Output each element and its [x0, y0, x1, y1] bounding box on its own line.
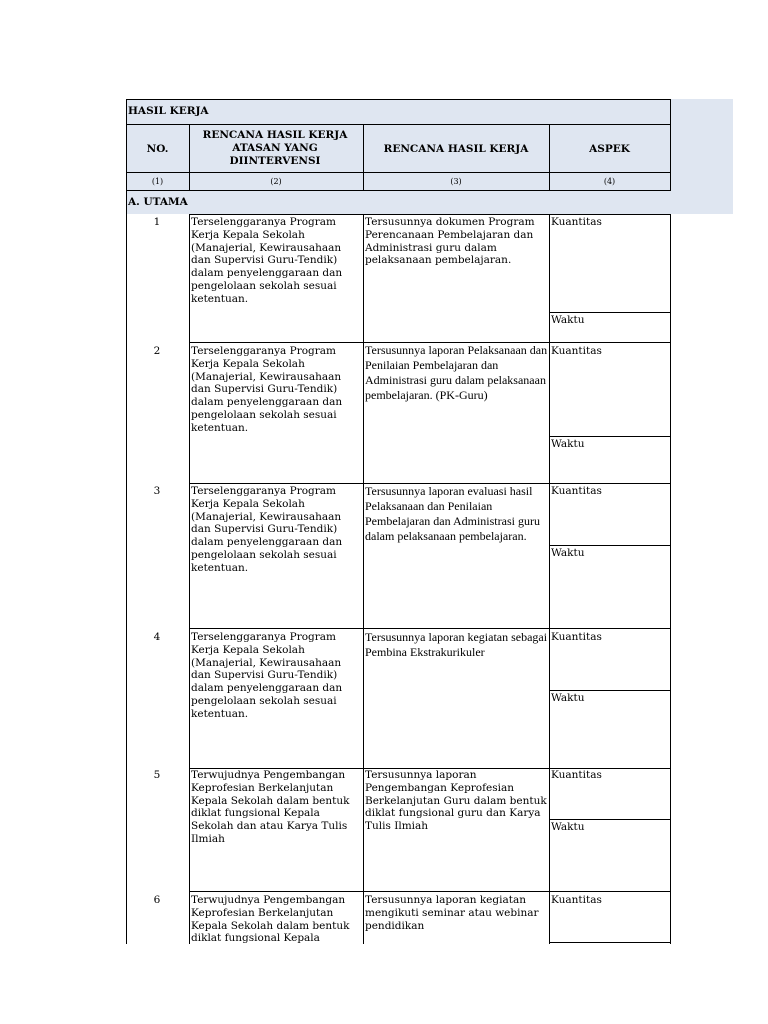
header-aspek: ASPEK: [589, 143, 630, 155]
atasan-text: Terwujudnya Pengembangan Keprofesian Berkelanjutan Kepala Sekolah dalam bentuk diklat fungsional Kepala Sekolah dan atau Karya Tulis Ilmiah: [191, 769, 350, 845]
row-number: 6: [153, 894, 161, 906]
group-label: A. UTAMA: [128, 196, 188, 208]
section-title: HASIL KERJA: [128, 105, 209, 117]
aspek-waktu: Waktu: [551, 314, 585, 326]
colnum-2: (2): [270, 177, 282, 186]
header-divider-1: [189, 124, 190, 190]
row-number: 1: [153, 216, 161, 228]
aspek-waktu: Waktu: [551, 547, 585, 559]
rencana-text: Tersusunnya dokumen Program Perencanaan Pembelajaran dan Administrasi guru dalam pelaksanaan pembelajaran.: [365, 216, 535, 267]
row-number: 3: [153, 485, 161, 497]
aspek-kuantitas: Kuantitas: [551, 216, 602, 228]
colnum-4: (4): [603, 177, 616, 186]
rencana-text: Tersusunnya laporan Pelaksanaan dan Penilaian Pembelajaran dan Administrasi guru dalam pelaksanaan pembelajaran. (PK-Guru): [365, 343, 548, 402]
aspek-kuantitas: Kuantitas: [551, 769, 602, 781]
header-divider-2: [363, 124, 364, 190]
header-right-border: [670, 99, 671, 190]
aspek-kuantitas: Kuantitas: [551, 485, 602, 497]
header-rencana: RENCANA HASIL KERJA: [383, 143, 529, 155]
row-number: 5: [153, 769, 161, 781]
colnum-3: (3): [450, 177, 462, 186]
colnum-1: (1): [151, 177, 164, 186]
row-number: 2: [153, 345, 161, 357]
atasan-text: Terselenggaranya Program Kerja Kepala Sekolah (Manajerial, Kewirausahaan dan Supervisi Guru-Tendik) dalam penyelenggaraan dan pengelolaan sekolah sesuai ketentuan.: [191, 631, 343, 720]
aspek-waktu: Waktu: [551, 692, 585, 704]
rencana-text: Tersusunnya laporan kegiatan mengikuti seminar atau webinar pendidikan: [365, 894, 539, 932]
aspek-kuantitas: Kuantitas: [551, 894, 602, 906]
rencana-text: Tersusunnya laporan Pengembangan Keprofesian Berkelanjutan Guru dalam bentuk diklat fungsional guru dan Karya Tulis Ilmiah: [365, 769, 547, 833]
atasan-text: Terselenggaranya Program Kerja Kepala Sekolah (Manajerial, Kewirausahaan dan Supervisi Guru-Tendik) dalam penyelenggaraan dan pengelolaan sekolah sesuai ketentuan.: [191, 216, 343, 305]
colnum-top-border: [126, 172, 671, 173]
aspek-waktu: Waktu: [551, 438, 585, 450]
rencana-text: Tersusunnya laporan evaluasi hasil Pelaksanaan dan Penilaian Pembelajaran dan Administrasi guru dalam pelaksanaan pembelajaran.: [365, 484, 540, 543]
rencana-text: Tersusunnya laporan kegiatan sebagai Pembina Ekstrakurikuler: [365, 630, 548, 659]
atasan-text: Terwujudnya Pengembangan Keprofesian Berkelanjutan Kepala Sekolah dalam bentuk diklat fungsional Kepala: [191, 894, 350, 944]
row-number: 4: [153, 631, 161, 643]
table-top-border: [126, 99, 671, 100]
aspek-waktu: Waktu: [551, 821, 585, 833]
header-divider-3: [549, 124, 550, 190]
header-top-border: [126, 124, 671, 125]
aspek-kuantitas: Kuantitas: [551, 345, 602, 357]
colnum-bottom-border: [126, 190, 671, 191]
header-no: NO.: [146, 143, 169, 155]
atasan-text: Terselenggaranya Program Kerja Kepala Sekolah (Manajerial, Kewirausahaan dan Supervisi Guru-Tendik) dalam penyelenggaraan dan pengelolaan sekolah sesuai ketentuan.: [191, 485, 343, 574]
header-atasan: RENCANA HASIL KERJA ATASAN YANG DIINTERVENSI: [202, 129, 348, 167]
atasan-text: Terselenggaranya Program Kerja Kepala Sekolah (Manajerial, Kewirausahaan dan Supervisi Guru-Tendik) dalam penyelenggaraan dan pengelolaan sekolah sesuai ketentuan.: [191, 345, 343, 434]
aspek-kuantitas: Kuantitas: [551, 631, 602, 643]
